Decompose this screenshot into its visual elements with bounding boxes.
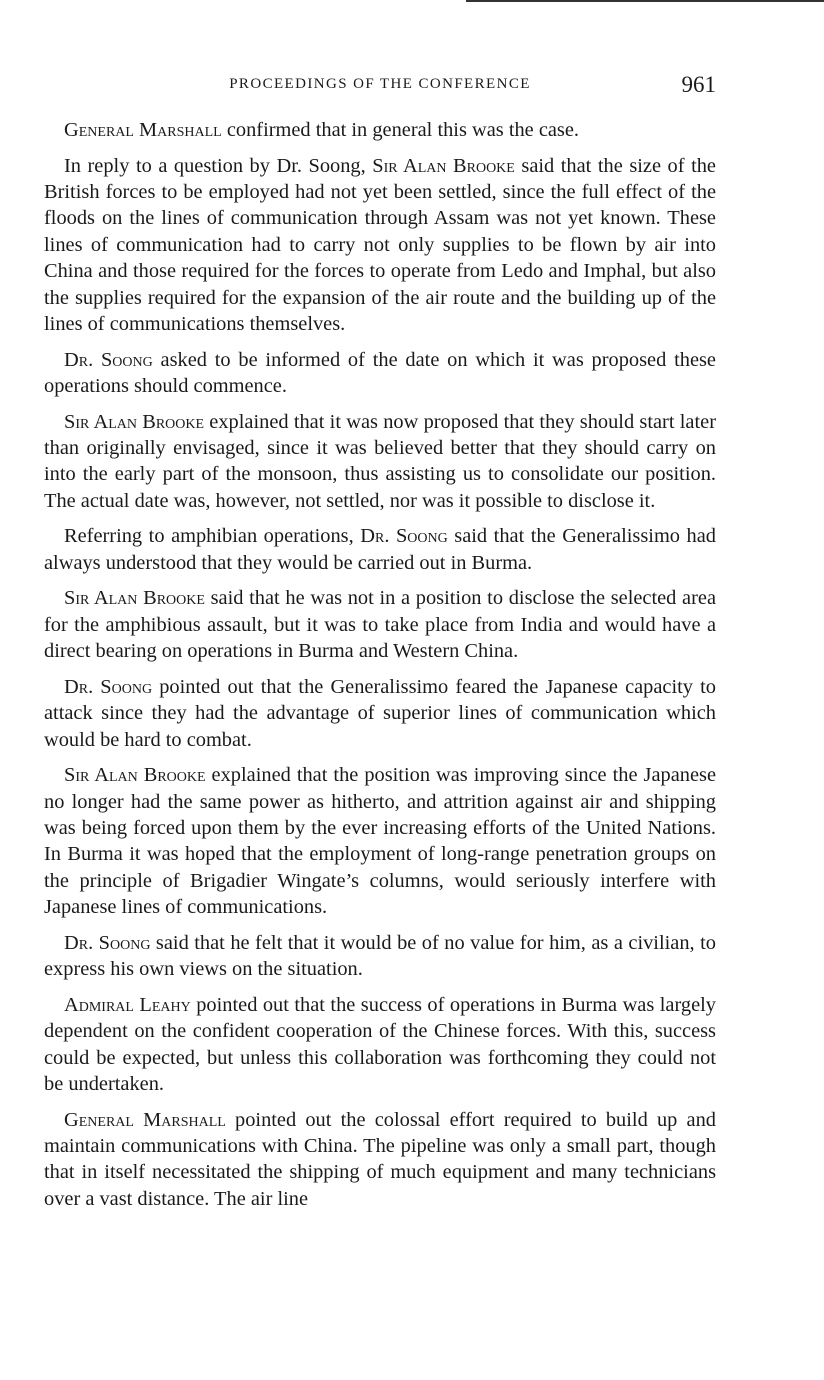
paragraph-text: said that the size of the British forces to be employed had not yet been settled, since the full effect of the floods on the lines of communication through Assam was not yet known. These lines of communication had to carry not only supplies to be flown by air into China and those required for the forces to operate from Ledo and Imphal, but also the supplies required for the expansion of the air route and the building up of the lines of communications themselves. xyxy=(44,154,716,336)
body-text xyxy=(44,117,716,1221)
paragraph-text: asked to be informed of the date on which it was proposed these operations should commence. xyxy=(44,348,716,397)
paragraph-lead-in: Referring to amphibian operations, xyxy=(64,525,361,548)
top-border-rule xyxy=(466,0,824,2)
speaker-name: Sir Alan Brooke xyxy=(64,410,205,433)
speaker-name: Dr. Soong xyxy=(64,348,153,371)
paragraph-text: pointed out that the Generalissimo feared the Japanese capacity to attack since they had the advantage of superior lines of communication which would be hard to combat. xyxy=(44,675,716,751)
running-head xyxy=(44,72,716,102)
paragraph-text: explained that the position was improving since the Japanese no longer had the same power as hitherto, and attrition against air and shipping was being forced upon them by the ever increasing efforts of the United Nations. In Burma it was hoped that the employment of long-range penetration groups on the principle of Brigadier Wingate’s columns, would seriously interfere with Japanese lines of communications. xyxy=(44,764,716,919)
paragraph xyxy=(44,1107,716,1213)
paragraph xyxy=(44,153,716,338)
paragraph xyxy=(44,117,716,143)
paragraph-text: confirmed that in general this was the case. xyxy=(221,119,580,141)
paragraph-text: explained that it was now proposed that they should start later than originally envisaged, since it was believed better that they should carry on into the early part of the monsoon, thus assisting us to consolidate our position. The actual date was, however, not settled, nor was it possible to disclose it. xyxy=(44,410,716,512)
paragraph xyxy=(44,347,716,400)
paragraph xyxy=(44,523,716,576)
running-title: PROCEEDINGS OF THE CONFERENCE xyxy=(229,76,531,92)
speaker-name: General Marshall xyxy=(64,1108,226,1131)
speaker-name: Admiral Leahy xyxy=(64,993,191,1016)
paragraph-text: pointed out the colossal effort required to build up and maintain communications with China. The pipeline was only a small part, though that in itself necessitated the shipping of much equipment and many technicians over a vast distance. The air line xyxy=(44,1108,716,1210)
paragraph xyxy=(44,585,716,664)
speaker-name: Sir Alan Brooke xyxy=(372,154,515,177)
speaker-name: Sir Alan Brooke xyxy=(64,587,205,610)
paragraph xyxy=(44,674,716,753)
speaker-name: Dr. Soong xyxy=(64,931,151,954)
speaker-name: Dr. Soong xyxy=(64,675,153,698)
paragraph-text: said that the Generalissimo had always understood that they would be carried out in Burma. xyxy=(44,525,716,574)
paragraph xyxy=(44,762,716,920)
paragraph-lead-in: In reply to a question by Dr. Soong, xyxy=(64,154,373,177)
paragraph xyxy=(44,930,716,983)
speaker-name: Dr. Soong xyxy=(360,525,448,548)
paragraph-text: said that he felt that it would be of no value for him, as a civilian, to express his own views on the situation. xyxy=(44,931,716,981)
paragraph-text: said that he was not in a position to disclose the selected area for the amphibious assault, but it was to take place from India and would have a direct bearing on operations in Burma and Western China. xyxy=(44,587,716,663)
paragraph-text: pointed out that the success of operations in Burma was largely dependent on the confident cooperation of the Chinese forces. With this, success could be expected, but unless this collaboration was forthcoming they could not be undertaken. xyxy=(44,993,716,1095)
speaker-name: Sir Alan Brooke xyxy=(64,764,206,787)
speaker-name: General Marshall xyxy=(64,119,222,141)
page-number: 961 xyxy=(681,72,716,97)
paragraph xyxy=(44,409,716,515)
paragraph xyxy=(44,992,716,1098)
